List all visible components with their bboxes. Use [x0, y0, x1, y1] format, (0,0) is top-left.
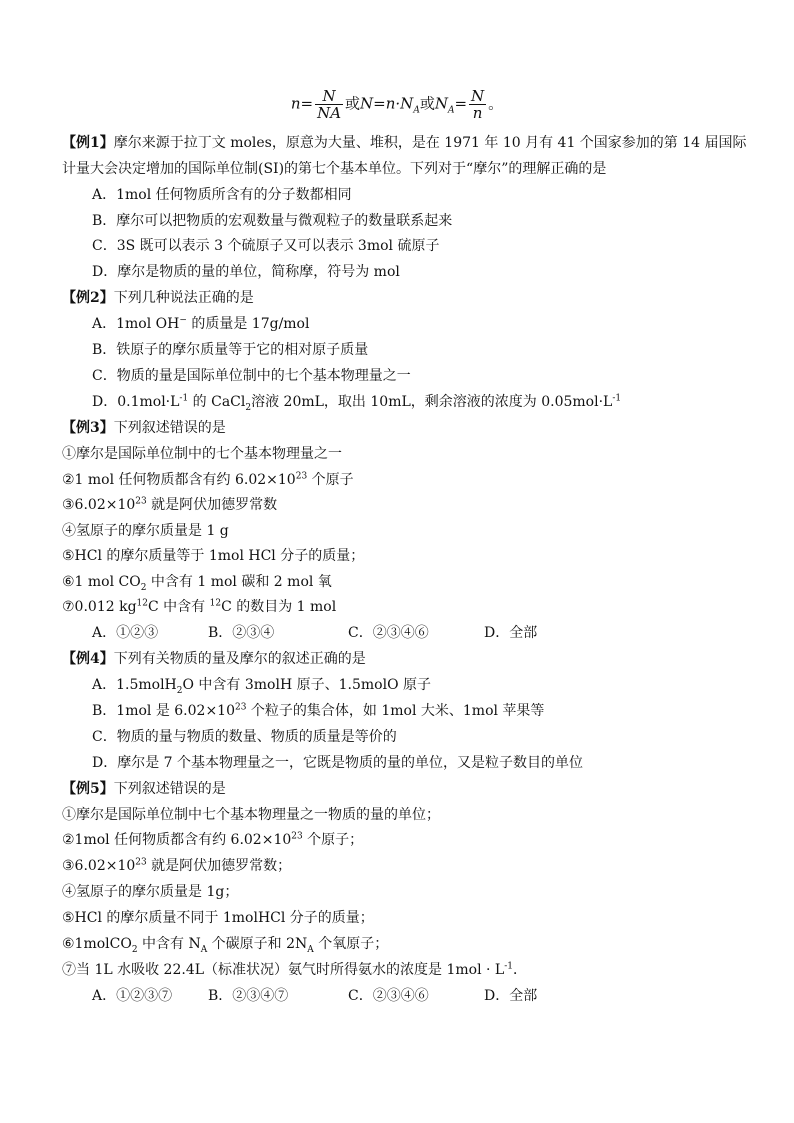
- ex5-item-1: ①摩尔是国际单位制中七个基本物理量之一物质的量的单位；: [62, 807, 440, 823]
- sub: A: [307, 944, 314, 955]
- ex2-tag: 【例2】: [62, 290, 114, 306]
- ex3-options-row: [92, 624, 732, 642]
- ex2-option-c: C．物质的量是国际单位制中的七个基本物理量之一: [92, 368, 411, 384]
- formula-line: [0, 88, 794, 121]
- sub: 2: [176, 685, 183, 696]
- ex1-option-d: D．摩尔是物质的量的单位，简称摩，符号为 mol: [92, 264, 400, 280]
- frac-num: N: [315, 88, 343, 105]
- ex1-stem-line2: 计量大会决定增加的国际单位制(SI)的第七个基本单位。下列对于“摩尔”的理解正确的是: [62, 161, 607, 177]
- ex5-item-5: ⑤HCl 的摩尔质量不同于 1molHCl 分子的质量；: [62, 910, 374, 926]
- text: ⑥1molCO: [62, 936, 132, 952]
- text: A．1mol OH: [92, 316, 180, 332]
- sup: 23: [135, 496, 147, 507]
- ex3-option-b: B．②③④: [208, 625, 275, 641]
- ex1-option-c: C．3S 既可以表示 3 个硫原子又可以表示 3mol 硫原子: [92, 238, 440, 254]
- sup: 23: [235, 702, 247, 713]
- ex5-option-a: A．①②③⑦: [92, 988, 173, 1004]
- ex5-option-b: B．②③④⑦: [208, 988, 289, 1004]
- sub: 2: [140, 582, 147, 593]
- ex1-tag: 【例1】: [62, 135, 114, 151]
- sup: 12: [209, 598, 222, 609]
- text: 个原子: [307, 472, 354, 488]
- text: 中含有 1 mol 碳和 2 mol 氧: [146, 574, 332, 590]
- sup: −: [179, 315, 187, 326]
- sup: -1: [612, 393, 622, 404]
- ex3-item-1: ①摩尔是国际单位制中的七个基本物理量之一: [62, 446, 342, 462]
- ex4-option-d: D．摩尔是 7 个基本物理量之一，它既是物质的量的单位，又是粒子数目的单位: [92, 755, 584, 771]
- text: O 中含有 3molH 原子、1.5molO 原子: [182, 677, 431, 693]
- sub: A: [200, 944, 208, 955]
- ex5-options-row: [92, 987, 732, 1005]
- ex1-stem-line1: [62, 134, 747, 152]
- fraction-N-over-NA: [315, 88, 343, 121]
- sup: 23: [291, 831, 303, 842]
- text: 的质量是 17g/mol: [186, 316, 310, 332]
- text: ③6.02×10: [62, 858, 136, 874]
- text: 个粒子的集合体，如 1mol 大米、1mol 苹果等: [246, 703, 545, 719]
- formula-end: 。: [488, 94, 504, 113]
- ex5-item-3: [62, 857, 291, 875]
- sup: -1: [179, 393, 189, 404]
- ex5-stem: [62, 780, 226, 798]
- ex4-stem-text: 下列有关物质的量及摩尔的叙述正确的是: [113, 651, 366, 667]
- ex2-option-d: [92, 393, 621, 411]
- ex3-tag: 【例3】: [62, 420, 114, 436]
- text: ．: [513, 962, 527, 978]
- ex3-stem: [62, 419, 226, 437]
- text: 就是阿伏加德罗常数: [146, 497, 278, 513]
- ex5-option-d: D．全部: [484, 988, 538, 1004]
- ex5-item-2: [62, 831, 363, 849]
- text: 的 CaCl: [188, 394, 246, 410]
- formula-or: 或: [345, 94, 361, 113]
- formula-N: N: [434, 94, 448, 113]
- sup: 23: [135, 857, 147, 868]
- text: ②1 mol 任何物质都含有约 6.02×10: [62, 472, 296, 488]
- text: 个原子；: [302, 832, 364, 848]
- ex3-item-6: [62, 573, 332, 591]
- sup: -1: [504, 961, 513, 972]
- ex2-stem: [62, 289, 254, 307]
- formula-eq: =: [300, 94, 314, 113]
- formula-N: N: [360, 94, 374, 113]
- ex5-option-c: C．②③④⑥: [348, 988, 429, 1004]
- ex2-option-b: B．铁原子的摩尔质量等于它的相对原子质量: [92, 342, 369, 358]
- ex1-stem1: 摩尔来源于拉丁文 moles，原意为大量、堆积，是在 1971 年 10 月有 41 个国家参加的第 14 届国际: [113, 135, 747, 151]
- text: ②1mol 任何物质都含有约 6.02×10: [62, 832, 292, 848]
- sub: 2: [131, 944, 138, 955]
- sup: 12: [136, 598, 148, 609]
- ex5-item-6: [62, 935, 388, 953]
- formula-n: n: [290, 94, 301, 113]
- frac-den: NA: [317, 104, 342, 122]
- ex3-item-7: [62, 598, 336, 616]
- formula-sub: A: [447, 105, 455, 116]
- sup: 23: [295, 471, 308, 482]
- ex2-stem-text: 下列几种说法正确的是: [113, 290, 254, 306]
- ex5-stem-text: 下列叙述错误的是: [113, 781, 226, 797]
- ex3-stem-text: 下列叙述错误的是: [113, 420, 226, 436]
- ex3-item-2: [62, 471, 354, 489]
- formula-eq: =: [454, 94, 468, 113]
- ex4-option-c: C．物质的量与物质的数量、物质的质量是等价的: [92, 729, 397, 745]
- formula-nNA: n·N: [385, 94, 414, 113]
- ex3-item-4: ④氢原子的摩尔质量是 1 g: [62, 523, 229, 539]
- sub: 2: [245, 402, 252, 413]
- text: ⑥1 mol CO: [62, 574, 141, 590]
- ex4-option-a: [92, 676, 431, 694]
- text: A．1.5molH: [92, 677, 177, 693]
- ex2-option-a: [92, 315, 309, 333]
- ex4-option-b: [92, 702, 544, 720]
- text: ⑦当 1L 水吸收 22.4L（标准状况）氨气时所得氨水的浓度是 1mol · L: [62, 962, 505, 978]
- text: C 中含有: [147, 599, 210, 615]
- ex3-option-c: C．②③④⑥: [348, 625, 429, 641]
- ex4-tag: 【例4】: [62, 651, 114, 667]
- ex4-stem: [62, 650, 366, 668]
- ex3-option-d: D．全部: [484, 625, 538, 641]
- ex3-item-5: ⑤HCl 的摩尔质量等于 1mol HCl 分子的质量；: [62, 548, 365, 564]
- frac-num: N: [471, 87, 485, 105]
- ex5-tag: 【例5】: [62, 781, 114, 797]
- formula-or: 或: [419, 94, 435, 113]
- ex1-option-b: B．摩尔可以把物质的宏观数量与微观粒子的数量联系起来: [92, 213, 453, 229]
- fraction-N-over-n: [469, 88, 486, 121]
- text: 就是阿伏加德罗常数；: [146, 858, 292, 874]
- text: 个氧原子；: [313, 936, 389, 952]
- frac-den: n: [472, 104, 483, 122]
- text: C 的数目为 1 mol: [221, 599, 337, 615]
- text: 溶液 20mL，取出 10mL，剩余溶液的浓度为 0.05mol·L: [251, 394, 613, 410]
- formula-eq: =: [373, 94, 386, 113]
- ex5-item-4: ④氢原子的摩尔质量是 1g；: [62, 884, 239, 900]
- ex3-option-a: A．①②③: [92, 625, 159, 641]
- text: 个碳原子和 2N: [207, 936, 308, 952]
- text: ③6.02×10: [62, 497, 136, 513]
- text: D．0.1mol·L: [92, 394, 180, 410]
- text: B．1mol 是 6.02×10: [92, 703, 235, 719]
- ex3-item-3: [62, 496, 277, 514]
- ex1-option-a: A．1mol 任何物质所含有的分子数都相同: [92, 187, 352, 203]
- ex5-item-7: [62, 961, 527, 979]
- text: ⑦0.012 kg: [62, 599, 137, 615]
- formula-sub: A: [413, 105, 420, 116]
- text: 中含有 N: [137, 936, 201, 952]
